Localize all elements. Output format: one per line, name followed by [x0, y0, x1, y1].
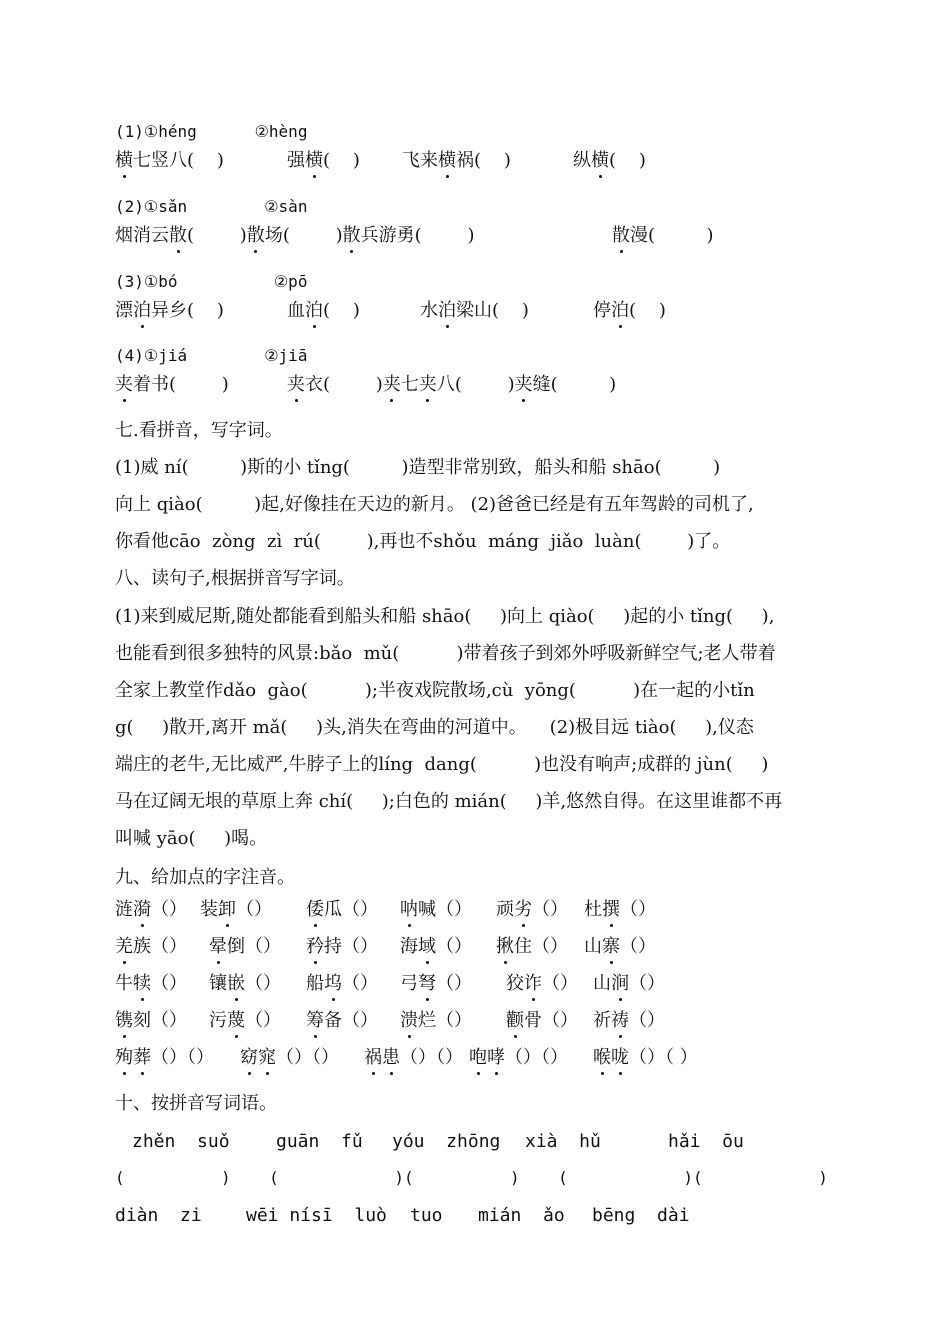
q10-pinyin: hǎi ōu: [668, 1131, 744, 1152]
q7-line3: 你看他cāo zòng zì rú( ),再也不shǒu máng jiǎo luàn( )了。: [115, 531, 731, 552]
q9-item: 弓弩（）: [400, 973, 472, 994]
q9-item: 污蔑（）: [209, 1010, 281, 1031]
q9-item: 倭瓜（）: [306, 899, 378, 920]
q10-brackets: ( ) ( )( ) ( )( ): [115, 1168, 828, 1187]
q9-item: 祸患（）（）: [364, 1047, 463, 1068]
q9-item: 晕倒（）: [209, 936, 281, 957]
q9-item: 溃烂（）: [400, 1010, 472, 1031]
q6-group2-pinyin: (2)①sǎn ②sàn: [115, 197, 308, 216]
q9-item: 涟漪（）: [115, 899, 187, 920]
q8-line6: 马在辽阔无垠的草原上奔 chí( );白色的 mián( )羊,悠然自得。在这里谁都不再: [115, 791, 783, 812]
q10-pinyin: xià hǔ: [525, 1131, 601, 1152]
q6-g2-words: 烟消云散( )散场( )散兵游勇( ): [115, 225, 475, 246]
q7-title: 七.看拼音，写字词。: [115, 420, 283, 441]
q9-item: 山寨（）: [584, 936, 656, 957]
q9-item: 揪住（）: [496, 936, 568, 957]
q6-g1-word2: 强横( ): [287, 150, 360, 171]
q6-g1-word3: 飞来横祸( ): [402, 150, 511, 171]
q9-item: 咆哮（）（）: [469, 1047, 568, 1068]
q8-line3: 全家上教堂作dǎo gào( );半夜戏院散场,cù yōng( )在一起的小tǐn: [115, 680, 755, 701]
q9-item: 窈窕（）（）: [240, 1047, 339, 1068]
q8-title: 八、读句子,根据拼音写字词。: [115, 568, 355, 589]
q10-pinyin: wēi nísī luò: [246, 1205, 387, 1226]
q9-item: 颧骨（）: [506, 1010, 578, 1031]
q9-title: 九、给加点的字注音。: [115, 867, 295, 888]
q9-item: 杜撰（）: [584, 899, 656, 920]
q10-pinyin: zhěn suǒ: [132, 1131, 230, 1152]
q9-item: 装卸（）: [200, 899, 272, 920]
q9-item: 山涧（）: [593, 973, 665, 994]
q10-title: 十、按拼音写词语。: [115, 1093, 277, 1114]
q9-item: 镌刻（）: [115, 1010, 187, 1031]
q10-pinyin: bēng dài: [592, 1205, 690, 1226]
q6-g3-word2: 血泊( ): [287, 300, 360, 321]
q8-line5: 端庄的老牛,无比威严,牛脖子上的líng dang( )也没有响声;成群的 jùn( ): [115, 754, 769, 775]
q8-line4: g( )散开,离开 mǎ( )头,消失在弯曲的河道中。 (2)极目远 tiào( ),仪态: [115, 717, 754, 738]
q9-item: 祈祷（）: [593, 1010, 665, 1031]
q7-line1: (1)威 ní( )斯的小 tǐng( )造型非常别致，船头和船 shāo( ): [115, 457, 721, 478]
q6-g4-word1: 夹着书( ): [115, 374, 229, 395]
q6-g2-word4: 散漫( ): [612, 225, 714, 246]
q9-item: 镶嵌（）: [209, 973, 281, 994]
q6-g3-word4: 停泊( ): [593, 300, 666, 321]
q6-g3-word1: 漂泊异乡( ): [115, 300, 224, 321]
q9-item: 顽劣（）: [496, 899, 568, 920]
q6-group3-pinyin: (3)①bó ②pō: [115, 272, 308, 291]
q9-item: 矜持（）: [306, 936, 378, 957]
q6-group1-pinyin: (1)①héng ②hèng: [115, 122, 308, 141]
q9-item: 狡诈（）: [506, 973, 578, 994]
q9-item: 羌族（）: [115, 936, 187, 957]
q6-g1-word4: 纵横( ): [573, 150, 646, 171]
q10-pinyin: mián ǎo: [478, 1205, 565, 1226]
q10-pinyin: diàn zi: [115, 1205, 202, 1226]
q8-line7: 叫喊 yāo( )喝。: [115, 828, 268, 849]
q9-item: 殉葬（）（）: [115, 1047, 214, 1068]
q9-item: 呐喊（）: [400, 899, 472, 920]
q6-group4-pinyin: (4)①jiá ②jiā: [115, 346, 308, 365]
q10-pinyin: yóu zhōng: [392, 1131, 501, 1152]
q8-line2: 也能看到很多独特的风景:bǎo mǔ( )带着孩子到郊外呼吸新鲜空气;老人带着: [115, 643, 776, 664]
q9-item: 筹备（）: [306, 1010, 378, 1031]
q9-item: 船坞（）: [306, 973, 378, 994]
q9-item: 牛犊（）: [115, 973, 187, 994]
q10-pinyin: guān fǔ: [276, 1131, 363, 1152]
q6-g1-word1: 横七竖八( ): [115, 150, 224, 171]
q7-line2: 向上 qiào( )起,好像挂在天边的新月。 (2)爸爸已经是有五年驾龄的司机了,: [115, 494, 754, 515]
q9-item: 海域（）: [400, 936, 472, 957]
q9-item: 喉咙（）（ ）: [593, 1047, 698, 1068]
q10-pinyin: tuo: [410, 1205, 443, 1226]
q8-line1: (1)来到威尼斯,随处都能看到船头和船 shāo( )向上 qiào( )起的小 tǐng( ),: [115, 606, 775, 627]
q6-g3-word3: 水泊梁山( ): [420, 300, 529, 321]
q6-g4-words: 夹衣( )夹七夹八( )夹缝( ): [287, 374, 617, 395]
